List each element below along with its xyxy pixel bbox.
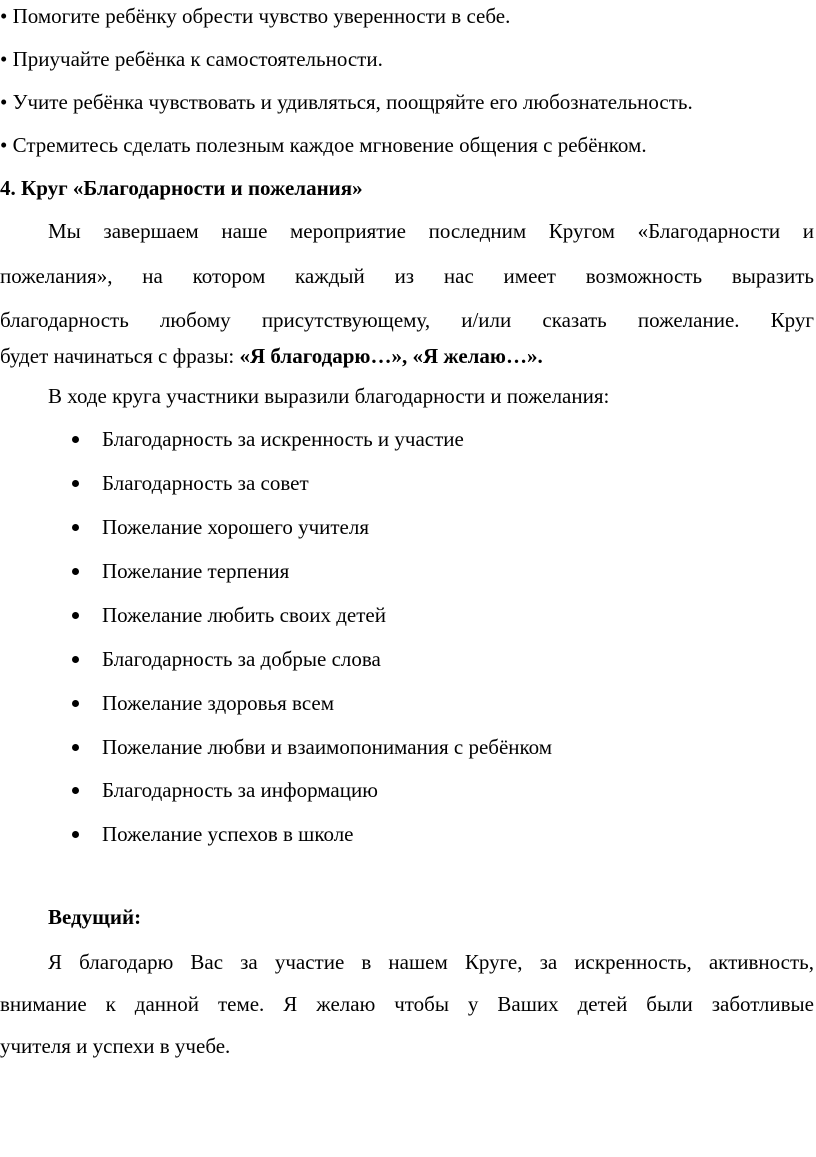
list-item-text: Пожелание любить своих детей (102, 603, 386, 627)
list-item-text: Пожелание любви и взаимопонимания с ребёнком (102, 735, 553, 759)
list-item-text: Пожелание терпения (102, 559, 290, 583)
intro-line-4-phrase: «Я благодарю…», «Я желаю…». (239, 344, 543, 368)
bullet-icon (72, 612, 79, 619)
host-line-1 (0, 948, 814, 976)
bullet-icon (72, 480, 79, 487)
intro-line-1-text: Мы завершаем наше мероприятие последним Кругом «Благодарности и (48, 219, 814, 243)
bullet-icon (72, 831, 79, 838)
tip-line-2: • Приучайте ребёнка к самостоятельности. (0, 47, 383, 71)
bullet-icon (72, 787, 79, 794)
bullet-icon (72, 568, 79, 575)
tip-line-1: • Помогите ребёнку обрести чувство уверенности в себе. (0, 4, 511, 28)
intro-line-1 (0, 217, 814, 245)
bullet-icon (72, 436, 79, 443)
list-item-text: Пожелание успехов в школе (102, 822, 354, 846)
list-item-text: Благодарность за искренность и участие (102, 427, 464, 451)
intro-line-3 (0, 306, 814, 334)
host-line-1-text: Я благодарю Вас за участие в нашем Круге, за искренность, активность, (48, 950, 814, 974)
list-item-text: Пожелание хорошего учителя (102, 515, 370, 539)
host-line-2 (0, 990, 814, 1018)
host-line-3: учителя и успехи в учебе. (0, 1034, 231, 1058)
intro-line-2 (0, 262, 814, 290)
bullet-icon (72, 700, 79, 707)
host-label: Ведущий: (48, 905, 142, 929)
tip-line-4: • Стремитесь сделать полезным каждое мгновение общения с ребёнком. (0, 133, 647, 157)
list-item-text: Благодарность за информацию (102, 778, 378, 802)
intro-line-3-text: благодарность любому присутствующему, и/или сказать пожелание. Круг (0, 308, 814, 332)
bullet-icon (72, 744, 79, 751)
intro-line-4 (0, 342, 543, 370)
section-heading: 4. Круг «Благодарности и пожелания» (0, 176, 363, 200)
list-item-text: Благодарность за совет (102, 471, 309, 495)
list-item-text: Пожелание здоровья всем (102, 691, 335, 715)
bullet-icon (72, 656, 79, 663)
list-intro: В ходе круга участники выразили благодарности и пожелания: (48, 384, 610, 408)
host-line-2-text: внимание к данной теме. Я желаю чтобы у Ваших детей были заботливые (0, 992, 814, 1016)
list-item-text: Благодарность за добрые слова (102, 647, 381, 671)
intro-line-2-text: пожелания», на котором каждый из нас имеет возможность выразить (0, 264, 814, 288)
intro-line-4-prefix: будет начинаться с фразы: (0, 344, 240, 368)
bullet-icon (72, 524, 79, 531)
tip-line-3: • Учите ребёнка чувствовать и удивляться, поощряйте его любознательность. (0, 90, 693, 114)
